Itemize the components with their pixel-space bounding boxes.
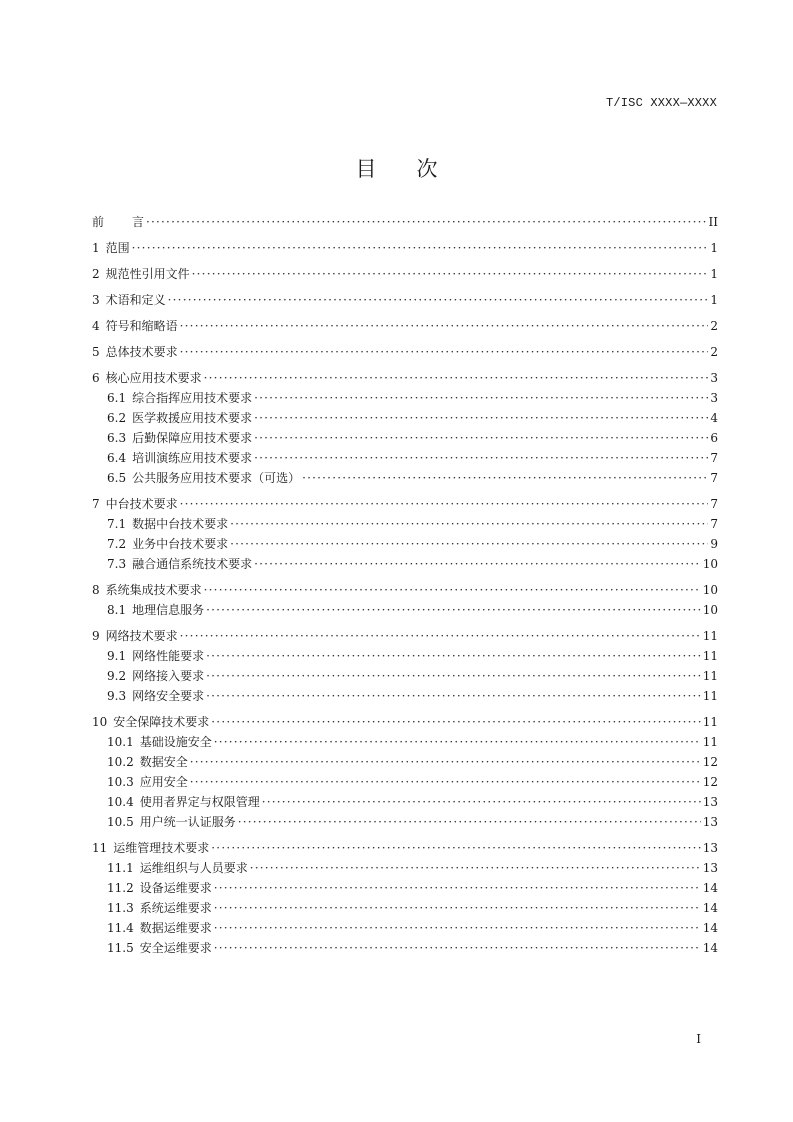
toc-leader-dots [132, 238, 708, 258]
toc-entry[interactable] [92, 534, 718, 554]
toc-entry-title: 范围 [105, 241, 130, 255]
toc-entry-label [107, 938, 212, 958]
toc-entry-label [107, 408, 252, 428]
toc-entry-title: 系统集成技术要求 [105, 583, 202, 597]
toc-entry-label [107, 428, 252, 448]
toc-entry-title: 安全运维要求 [139, 941, 212, 955]
toc-entry-title: 应用安全 [139, 775, 188, 789]
toc-entry-label [107, 732, 212, 752]
toc-entry-label [107, 646, 204, 666]
toc-leader-dots [180, 316, 708, 336]
toc-entry-title: 规范性引用文件 [105, 267, 190, 281]
toc-leader-dots [211, 838, 700, 858]
toc-entry-page: 2 [710, 345, 718, 359]
toc-leader-dots [214, 732, 701, 752]
toc-entry-page: 13 [702, 815, 718, 829]
toc-entry-label [107, 554, 252, 574]
toc-leader-dots [206, 666, 701, 686]
toc-entry[interactable] [92, 918, 718, 938]
toc-entry-page: 11 [702, 649, 718, 663]
toc-entry-number: 2 [92, 267, 100, 281]
toc-leader-dots [146, 212, 707, 232]
toc-entry[interactable] [92, 712, 718, 732]
toc-leader-dots [254, 448, 708, 468]
toc-entry-number: 6.3 [107, 431, 127, 445]
toc-entry-title: 地理信息服务 [132, 603, 205, 617]
toc-entry-title: 医学救援应用技术要求 [132, 411, 253, 425]
toc-entry-number: 1 [92, 241, 100, 255]
toc-leader-dots [180, 626, 701, 646]
toc-entry-page: II [708, 215, 718, 229]
toc-entry[interactable] [92, 554, 718, 574]
toc-entry[interactable] [92, 212, 718, 232]
toc-entry-page: 7 [710, 497, 718, 511]
toc-entry-page: 2 [710, 319, 718, 333]
toc-entry-number: 6.1 [107, 391, 127, 405]
toc-entry-title: 公共服务应用技术要求（可选） [132, 471, 301, 485]
toc-leader-dots [230, 514, 708, 534]
toc-entry-number: 10.2 [107, 755, 134, 769]
toc-entry-title: 数据中台技术要求 [132, 517, 229, 531]
toc-entry-number: 10.1 [107, 735, 134, 749]
toc-entry-label [107, 468, 300, 488]
toc-entry[interactable] [92, 428, 718, 448]
toc-entry[interactable] [92, 686, 718, 706]
toc-leader-dots [214, 878, 701, 898]
toc-entry-page: 7 [710, 471, 718, 485]
toc-entry[interactable] [92, 898, 718, 918]
toc-entry-title: 后勤保障应用技术要求 [132, 431, 253, 445]
toc-entry-number: 7.2 [107, 537, 127, 551]
toc-entry-number: 11 [92, 841, 108, 855]
toc-entry[interactable] [92, 342, 718, 362]
toc-entry-label [92, 838, 209, 858]
toc-entry-label [92, 342, 178, 362]
toc-leader-dots [190, 752, 701, 772]
toc-entry-number: 3 [92, 293, 100, 307]
toc-entry-title: 数据运维要求 [139, 921, 212, 935]
toc-entry[interactable] [92, 514, 718, 534]
toc-leader-dots [262, 792, 701, 812]
toc-entry[interactable] [92, 264, 718, 284]
toc-entry[interactable] [92, 388, 718, 408]
toc-entry-page: 10 [702, 603, 718, 617]
toc-entry-number: 9 [92, 629, 100, 643]
toc-entry-label [107, 514, 228, 534]
toc-entry-page: 12 [702, 775, 718, 789]
toc-entry-page: 14 [702, 901, 718, 915]
toc-entry-label [107, 686, 204, 706]
toc-leader-dots [211, 712, 700, 732]
toc-entry-label [92, 290, 166, 310]
toc-entry-title: 运维组织与人员要求 [139, 861, 248, 875]
toc-entry-page: 3 [710, 371, 718, 385]
toc-entry-number: 9.1 [107, 649, 127, 663]
toc-leader-dots [238, 812, 701, 832]
document-number: T/ISC XXXX—XXXX [605, 96, 717, 110]
toc-entry-page: 7 [710, 517, 718, 531]
toc-entry-title: 网络性能要求 [132, 649, 205, 663]
title-char-1: 目 [355, 157, 377, 181]
toc-entry-title: 术语和定义 [105, 293, 166, 307]
toc-leader-dots [254, 388, 708, 408]
toc-entry-number: 5 [92, 345, 100, 359]
toc-entry-number: 8 [92, 583, 100, 597]
toc-entry-page: 11 [702, 689, 718, 703]
toc-entry-label [92, 712, 209, 732]
toc-entry-label [92, 580, 202, 600]
toc-leader-dots [254, 554, 701, 574]
toc-entry[interactable] [92, 316, 718, 336]
toc-leader-dots [190, 772, 701, 792]
toc-entry-page: 14 [702, 881, 718, 895]
toc-entry-title: 综合指挥应用技术要求 [132, 391, 253, 405]
toc-leader-dots [214, 938, 701, 958]
title-char-2: 次 [416, 157, 438, 181]
toc-entry-number: 10.3 [107, 775, 134, 789]
toc-entry[interactable] [92, 878, 718, 898]
toc-leader-dots [206, 600, 701, 620]
toc-entry-title: 基础设施安全 [139, 735, 212, 749]
toc-entry-label [107, 666, 204, 686]
toc-entry-title: 业务中台技术要求 [132, 537, 229, 551]
toc-leader-dots [230, 534, 708, 554]
toc-entry[interactable] [92, 646, 718, 666]
toc-entry-page: 11 [702, 629, 718, 643]
toc-entry-number: 9.3 [107, 689, 127, 703]
toc-entry-page: 6 [710, 431, 718, 445]
toc-leader-dots [168, 290, 708, 310]
toc-entry[interactable] [92, 732, 718, 752]
toc-entry-label [92, 626, 178, 646]
toc-entry-title: 安全保障技术要求 [113, 715, 210, 729]
toc-entry-page: 11 [702, 715, 718, 729]
toc-leader-dots [302, 468, 708, 488]
toc-entry[interactable] [92, 580, 718, 600]
toc-entry-label [107, 898, 212, 918]
toc-entry-number: 6 [92, 371, 100, 385]
toc-leader-dots [250, 858, 701, 878]
toc-entry-label [107, 858, 248, 878]
toc-entry-number: 7 [92, 497, 100, 511]
toc-entry-title: 融合通信系统技术要求 [132, 557, 253, 571]
toc-entry-number: 11.2 [107, 881, 134, 895]
toc-entry-label [92, 264, 190, 284]
toc-entry-page: 13 [702, 795, 718, 809]
toc-entry[interactable] [92, 290, 718, 310]
toc-entry-page: 1 [710, 267, 718, 281]
toc-entry-label [107, 600, 204, 620]
toc-entry-label [107, 448, 252, 468]
toc-leader-dots [206, 686, 701, 706]
toc-entry-number: 10.4 [107, 795, 134, 809]
toc-entry-number: 7.1 [107, 517, 127, 531]
toc-entry[interactable] [92, 448, 718, 468]
toc-entry-page: 4 [710, 411, 718, 425]
toc-entry[interactable] [92, 494, 718, 514]
toc-entry-page: 10 [702, 557, 718, 571]
toc-leader-dots [204, 368, 708, 388]
toc-entry-title: 使用者界定与权限管理 [139, 795, 260, 809]
toc-entry-label [107, 772, 188, 792]
toc-entry-page: 1 [710, 293, 718, 307]
toc-entry-title: 网络技术要求 [105, 629, 178, 643]
toc-entry-label [107, 878, 212, 898]
toc-entry[interactable] [92, 626, 718, 646]
toc-entry-title: 培训演练应用技术要求 [132, 451, 253, 465]
toc-entry-title: 系统运维要求 [139, 901, 212, 915]
toc-entry-label [92, 238, 130, 258]
toc-entry-number: 11.4 [107, 921, 134, 935]
toc-entry-page: 13 [702, 861, 718, 875]
page-title [0, 153, 793, 183]
toc-leader-dots [180, 494, 708, 514]
toc-entry[interactable] [92, 600, 718, 620]
toc-entry[interactable] [92, 468, 718, 488]
toc-leader-dots [206, 646, 701, 666]
toc-entry-number: 10.5 [107, 815, 134, 829]
toc-entry-page: 7 [710, 451, 718, 465]
toc-leader-dots [254, 428, 708, 448]
toc-entry-number: 6.2 [107, 411, 127, 425]
toc-entry-title: 网络接入要求 [132, 669, 205, 683]
toc-entry-page: 9 [710, 537, 718, 551]
toc-entry-number: 7.3 [107, 557, 127, 571]
toc-entry-title: 运维管理技术要求 [113, 841, 210, 855]
toc-entry-label [92, 494, 178, 514]
toc-entry[interactable] [92, 666, 718, 686]
toc-entry-title: 设备运维要求 [139, 881, 212, 895]
toc-entry-page: 14 [702, 921, 718, 935]
toc-entry-number: 6.5 [107, 471, 127, 485]
toc-entry-page: 10 [702, 583, 718, 597]
toc-entry-title: 网络安全要求 [132, 689, 205, 703]
toc-entry-page: 12 [702, 755, 718, 769]
toc-entry-label [92, 316, 178, 336]
toc-entry-page: 14 [702, 941, 718, 955]
toc-entry-page: 11 [702, 669, 718, 683]
toc-entry-label [107, 792, 260, 812]
toc-entry-title: 总体技术要求 [105, 345, 178, 359]
toc-entry[interactable] [92, 858, 718, 878]
toc-entry[interactable] [92, 938, 718, 958]
toc-entry-page: 3 [710, 391, 718, 405]
toc-entry[interactable] [92, 368, 718, 388]
toc-entry-page: 11 [702, 735, 718, 749]
toc-entry-page: 1 [710, 241, 718, 255]
toc-entry-number: 4 [92, 319, 100, 333]
toc-leader-dots [192, 264, 708, 284]
table-of-contents [92, 212, 718, 958]
toc-entry-label [107, 812, 236, 832]
toc-entry-number: 11.5 [107, 941, 134, 955]
toc-entry-title: 数据安全 [139, 755, 188, 769]
toc-entry[interactable] [92, 772, 718, 792]
toc-leader-dots [180, 342, 708, 362]
toc-entry-label [107, 534, 228, 554]
toc-entry-page: 13 [702, 841, 718, 855]
toc-entry-number: 6.4 [107, 451, 127, 465]
toc-entry-title: 用户统一认证服务 [139, 815, 236, 829]
toc-entry-title: 前言 [92, 215, 144, 229]
toc-entry-label [92, 368, 202, 388]
toc-entry[interactable] [92, 752, 718, 772]
toc-leader-dots [214, 918, 701, 938]
toc-entry-label [107, 388, 252, 408]
toc-entry-number: 11.3 [107, 901, 134, 915]
toc-entry-number: 11.1 [107, 861, 134, 875]
toc-entry-title: 符号和缩略语 [105, 319, 178, 333]
toc-entry[interactable] [92, 408, 718, 428]
toc-entry-label [107, 918, 212, 938]
toc-entry-title: 核心应用技术要求 [105, 371, 202, 385]
toc-entry-label [107, 752, 188, 772]
toc-entry-label [92, 212, 144, 232]
page-number: I [696, 1032, 701, 1046]
toc-entry[interactable] [92, 812, 718, 832]
toc-entry[interactable] [92, 838, 718, 858]
toc-entry-title: 中台技术要求 [105, 497, 178, 511]
toc-entry-number: 9.2 [107, 669, 127, 683]
toc-leader-dots [254, 408, 708, 428]
toc-entry[interactable] [92, 792, 718, 812]
toc-entry-number: 10 [92, 715, 108, 729]
toc-entry[interactable] [92, 238, 718, 258]
toc-entry-number: 8.1 [107, 603, 127, 617]
toc-leader-dots [214, 898, 701, 918]
toc-leader-dots [204, 580, 701, 600]
